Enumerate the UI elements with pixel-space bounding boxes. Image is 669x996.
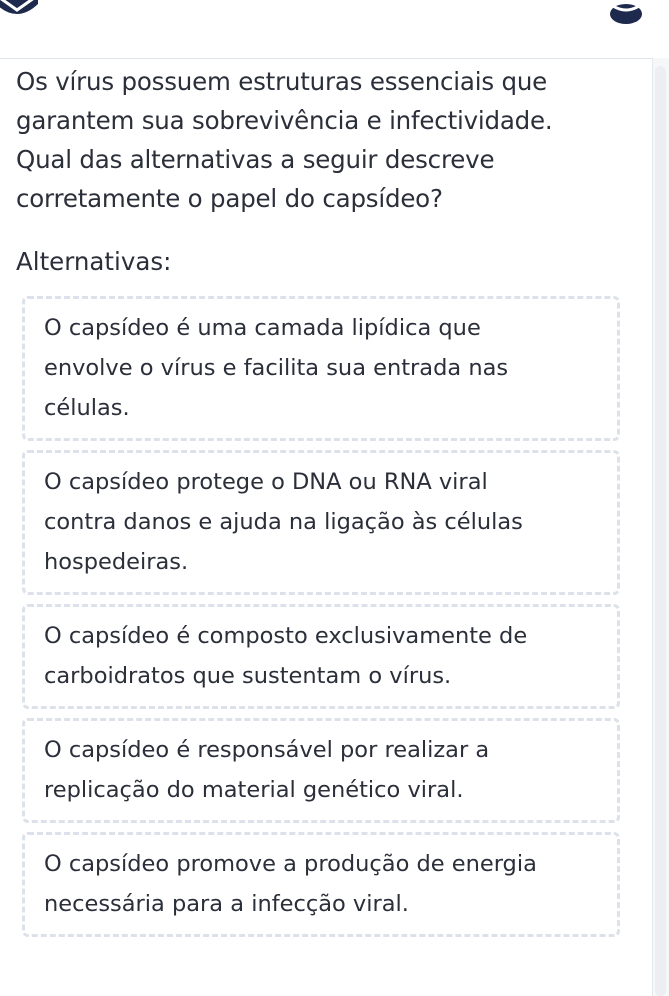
question-line: garantem sua sobrevivência e infectividade. xyxy=(16,106,553,135)
option-line: hospedeiras. xyxy=(44,549,189,575)
option-line: O capsídeo é responsável por realizar a xyxy=(44,737,490,763)
option-line: necessária para a infecção viral. xyxy=(44,891,409,917)
option-1[interactable] xyxy=(22,296,620,441)
question-line: Os vírus possuem estruturas essenciais que xyxy=(16,67,548,96)
top-bar xyxy=(0,0,669,59)
alternatives-label: Alternativas: xyxy=(16,247,172,276)
mail-icon[interactable] xyxy=(0,0,40,18)
scrollbar-thumb[interactable] xyxy=(655,66,666,996)
question-content xyxy=(16,62,628,946)
option-4[interactable] xyxy=(22,718,620,823)
option-3[interactable] xyxy=(22,604,620,709)
option-5[interactable] xyxy=(22,832,620,937)
option-line: O capsídeo é uma camada lipídica que xyxy=(44,315,481,341)
user-icon[interactable] xyxy=(609,0,643,24)
option-line: replicação do material genético viral. xyxy=(44,777,464,803)
option-line: carboidratos que sustentam o vírus. xyxy=(44,663,452,689)
option-line: células. xyxy=(44,395,130,421)
option-line: O capsídeo é composto exclusivamente de xyxy=(44,623,528,649)
question-line: Qual das alternativas a seguir descreve xyxy=(16,145,495,174)
options-list xyxy=(16,296,628,937)
question-line: corretamente o papel do capsídeo? xyxy=(16,184,443,213)
option-line: contra danos e ajuda na ligação às células xyxy=(44,509,523,535)
question-text xyxy=(16,62,628,218)
option-2[interactable] xyxy=(22,450,620,595)
option-line: O capsídeo protege o DNA ou RNA viral xyxy=(44,469,488,495)
option-line: envolve o vírus e facilita sua entrada nas xyxy=(44,355,509,381)
option-line: O capsídeo promove a produção de energia xyxy=(44,851,537,877)
